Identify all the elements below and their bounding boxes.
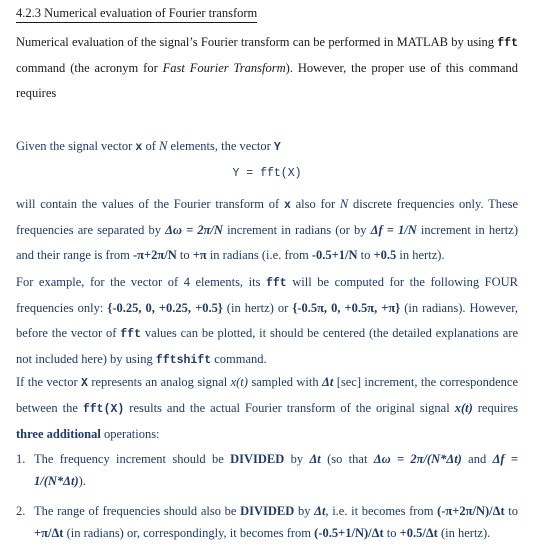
analog-text-2: represents an analog signal (87, 375, 231, 389)
contain-r4: +0.5 (373, 248, 397, 262)
contain-text-6: to (176, 248, 193, 262)
item1-df: Δf = 1/(N*Δt) (34, 452, 519, 488)
given-text-2: of (142, 139, 159, 153)
list-item (16, 500, 518, 544)
item2-text-7: (in hertz). (437, 526, 491, 540)
item2-r2: +π/Δt (34, 526, 64, 540)
contain-text-4: increment in radians (or by (222, 223, 371, 237)
item1-text-4: and (461, 452, 493, 466)
analog-xt-2: x(t) (454, 401, 473, 415)
intro-code-fft: fft (497, 37, 518, 50)
equation-line (16, 160, 518, 186)
item2-bold: DIVIDED (240, 504, 295, 518)
analog-bold: three additional (16, 427, 101, 441)
example-text-4: (in radians). However, before the vector of (16, 301, 518, 340)
example-set-rad: {-0.5π, 0, +0.5π, +π} (292, 301, 401, 315)
list-item-number: 1. (16, 452, 26, 466)
contain-N: N (339, 197, 349, 211)
contain-r3: -0.5+1/N (311, 248, 358, 262)
analog-text-4: [sec] increment, the correspondence between the (16, 375, 519, 415)
contain-dw: Δω = 2π/N (165, 223, 223, 237)
intro-text-3: ). However, the proper use of this command requires (16, 61, 518, 100)
analog-text-6: requires (472, 401, 518, 415)
given-N: N (159, 139, 168, 153)
contain-text-2: also for (290, 197, 340, 211)
intro-text-2: command (the acronym for (16, 61, 163, 75)
analog-x: X (81, 377, 88, 390)
item2-r3: (-0.5+1/N)/Δt (314, 526, 384, 540)
given-text-3: elements, the vector (167, 139, 274, 153)
analog-text-3: sampled with (247, 375, 323, 389)
analog-xt: x(t) (230, 375, 248, 389)
given-text-1: Given the signal vector (16, 139, 136, 153)
analog-paragraph (16, 370, 518, 447)
item1-dw: Δω = 2π/(N*Δt) (373, 452, 462, 466)
item2-dt: Δt (314, 504, 326, 518)
contain-text-1: will contain the values of the Fourier transform of (16, 197, 284, 211)
given-y: Y (273, 141, 281, 154)
contain-r2: +π (192, 248, 207, 262)
contain-text-7: in radians (i.e. from (206, 248, 312, 262)
example-code-2: fft (120, 328, 141, 341)
contain-text-8: to (357, 248, 374, 262)
analog-text-7: operations: (100, 427, 160, 441)
example-text-3: (in hertz) or (222, 301, 293, 315)
contain-df: Δf = 1/N (370, 223, 417, 237)
analog-text-1: If the vector (16, 375, 82, 389)
item2-r1: (-π+2π/N)/Δt (437, 504, 505, 518)
example-text-5: values can be plotted, it should be centered (the detailed explanations are not included here) by using (16, 326, 518, 366)
item1-text-1: The frequency increment should be (34, 452, 231, 466)
analog-code: fft(X) (82, 403, 125, 416)
item1-dt: Δt (309, 452, 321, 466)
contain-r1: -π+2π/N (132, 248, 177, 262)
item2-text-5: (in radians) or, correspondingly, it becomes from (63, 526, 315, 540)
item2-r4: +0.5/Δt (399, 526, 438, 540)
item1-text-3: (so that (320, 452, 374, 466)
example-text-1: For example, for the vector of 4 elements, its (16, 275, 266, 289)
example-text-6: command. (211, 352, 267, 366)
example-set-hz: {-0.25, 0, +0.25, +0.5} (107, 301, 223, 315)
item2-text-2: by (294, 504, 315, 518)
item1-text-2: by (284, 452, 310, 466)
given-paragraph (16, 134, 518, 160)
list-item-number: 2. (16, 504, 26, 518)
section-heading: 4.2.3 Numerical evaluation of Fourier transform (16, 6, 257, 23)
example-code-1: fft (266, 277, 287, 290)
item2-text-4: to (504, 504, 519, 518)
example-text-2: will be computed for the following FOUR frequencies only: (16, 275, 518, 315)
list-item (16, 448, 518, 492)
equation: Y = fft(X) (232, 167, 302, 180)
item2-text-6: to (383, 526, 400, 540)
contain-paragraph (16, 192, 518, 268)
operations-list (16, 448, 518, 544)
analog-dt: Δt (322, 375, 334, 389)
contain-text-3: discrete frequencies only. These frequencies are separated by (16, 197, 518, 237)
example-paragraph (16, 270, 518, 373)
item2-text-3: , i.e. it becomes from (325, 504, 438, 518)
contain-text-5: increment in hertz) and their range is from (16, 223, 518, 262)
contain-x: x (283, 199, 291, 212)
intro-italic: Fast Fourier Transform (162, 61, 286, 75)
item2-text-1: The range of frequencies should also be (34, 504, 241, 518)
intro-text-1: Numerical evaluation of the signal’s Fourier transform can be performed in MATLAB by using (16, 35, 498, 49)
intro-paragraph (16, 30, 518, 106)
item1-text-5: ). (78, 474, 86, 488)
given-x: x (135, 141, 143, 154)
contain-text-9: in hertz). (396, 248, 445, 262)
item1-bold: DIVIDED (230, 452, 285, 466)
example-code-3: fftshift (155, 354, 212, 367)
analog-text-5: results and the actual Fourier transform of the original signal (124, 401, 455, 415)
